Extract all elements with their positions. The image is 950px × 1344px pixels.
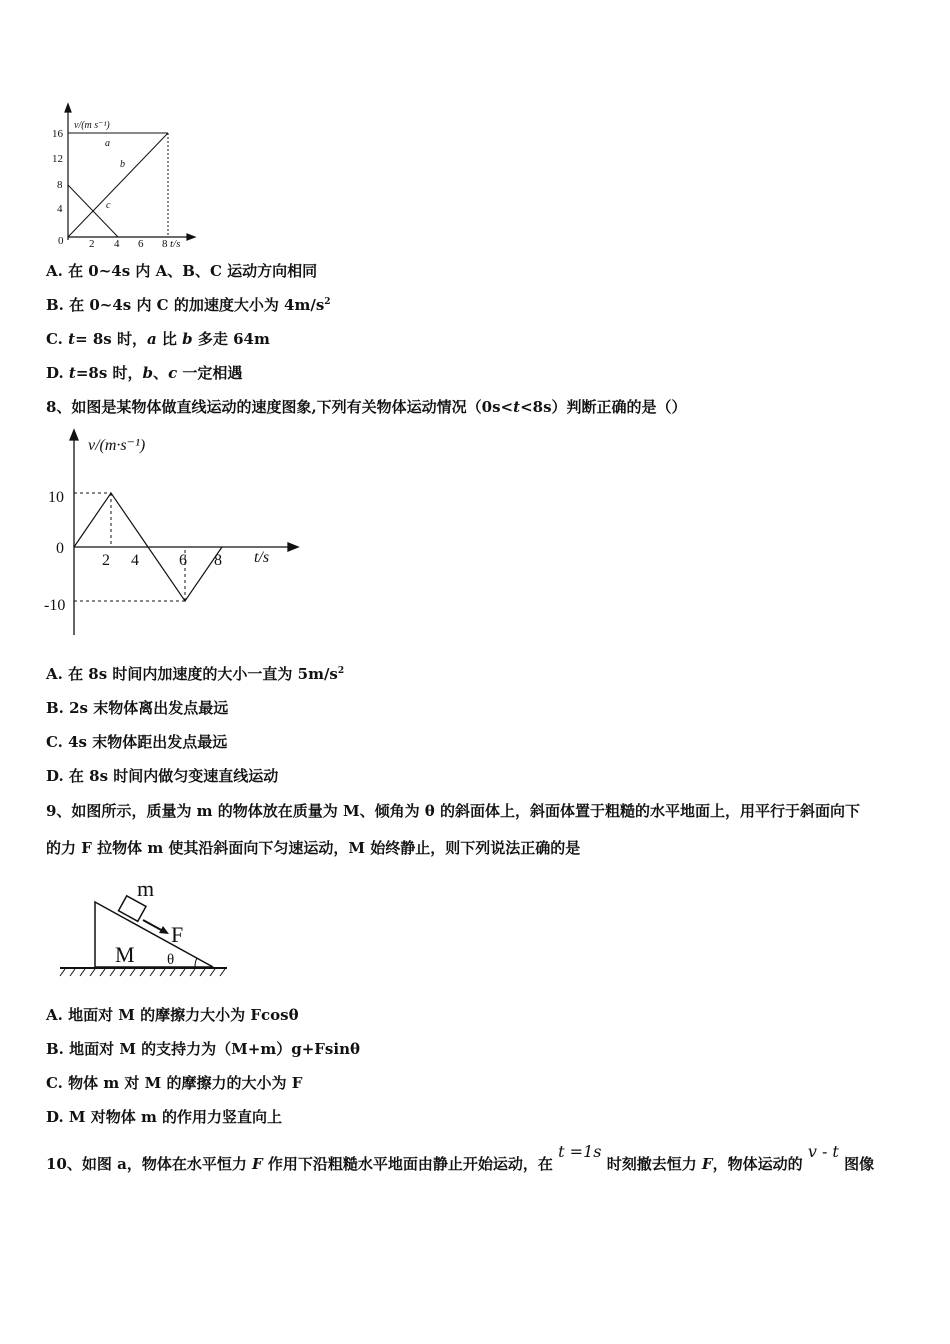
q9-option-c: C. 物体 m 对 M 的摩擦力的大小为 F <box>46 1074 303 1092</box>
q8-xlabel: t/s <box>254 549 270 566</box>
q8-xtick: 6 <box>179 552 187 569</box>
t-equals-1s: t =1s <box>558 1142 602 1161</box>
q7-xtick: 2 <box>89 238 95 250</box>
v-t-symbol: v - t <box>807 1142 839 1161</box>
q8-ytick: 0 <box>56 540 64 557</box>
q8-ylabel: v/(m·s⁻¹) <box>88 437 146 454</box>
q8-ytick: -10 <box>44 597 66 614</box>
label-theta: θ <box>167 952 175 968</box>
angle-arc <box>195 958 197 967</box>
q7-vt-graph <box>50 100 200 250</box>
q7-option-c: C. t= 8s 时，a 比 b 多走 64m <box>46 330 270 348</box>
q8-option-a: A. 在 8s 时间内加速度的大小一直为 $5m/s^2$ <box>46 665 345 683</box>
q9-stem-line-1: 9、如图所示，质量为 m 的物体放在质量为 M、倾角为 θ 的斜面体上，斜面体置于粗糙的水平地面上，用平行于斜面向下 <box>46 802 861 820</box>
q7-ytick: 16 <box>52 128 63 140</box>
q7-option-a: A. 在 0~4s 内 A、B、C 运动方向相同 <box>46 262 318 280</box>
q7-option-d: D. t=8s 时，b、c 一定相遇 <box>46 364 243 382</box>
series-label-c: c <box>106 200 111 211</box>
y-axis-arrow <box>65 104 71 112</box>
y-axis-arrow <box>70 430 78 440</box>
label-F: F <box>171 922 184 947</box>
series-line-b <box>68 133 168 237</box>
q7-option-b: B. 在 0~4s 内 C 的加速度大小为 $4m/s^2$ <box>46 296 331 314</box>
q9-option-d: D. M 对物体 m 的作用力竖直向上 <box>46 1108 283 1126</box>
q8-option-c: C. 4s 末物体距出发点最远 <box>46 733 228 751</box>
q8-xtick: 4 <box>131 552 139 569</box>
q7-xlabel: t/s <box>170 238 181 250</box>
incline-triangle <box>95 902 213 967</box>
q8-xtick: 8 <box>214 552 222 569</box>
q8-xtick: 2 <box>102 552 110 569</box>
q9-incline-diagram <box>55 872 235 982</box>
q7-ytick: 4 <box>57 203 63 215</box>
q7-ylabel: v/(m s⁻¹) <box>74 120 110 131</box>
q9-option-b: B. 地面对 M 的支持力为（M+m）g+Fsinθ <box>46 1040 360 1058</box>
q7-xtick: 4 <box>114 238 120 250</box>
q8-option-b: B. 2s 末物体离出发点最远 <box>46 699 229 717</box>
x-axis-arrow <box>288 543 298 551</box>
q7-ytick: 8 <box>57 179 63 191</box>
q8-vt-graph <box>40 425 310 640</box>
series-label-a: a <box>105 138 110 149</box>
q7-xtick: 8 <box>162 238 168 250</box>
series-label-b: b <box>120 159 125 170</box>
label-M: M <box>115 942 135 967</box>
q9-stem-line-2: 的力 F 拉物体 m 使其沿斜面向下匀速运动，M 始终静止，则下列说法正确的是 <box>46 839 581 857</box>
q8-option-d: D. 在 8s 时间内做匀变速直线运动 <box>46 767 279 785</box>
x-axis-arrow <box>187 234 195 240</box>
q10-stem: 10、如图 a，物体在水平恒力 F 作用下沿粗糙水平地面由静止开始运动，在 t =1s 时刻撤去恒力 F，物体运动的 v - t 图像 <box>46 1142 875 1173</box>
q7-ytick: 12 <box>52 153 63 165</box>
label-m: m <box>137 876 155 901</box>
q9-option-a: A. 地面对 M 的摩擦力大小为 Fcosθ <box>46 1006 299 1024</box>
q8-ytick: 10 <box>48 489 64 506</box>
ground-hatching <box>60 969 225 976</box>
q8-stem: 8、如图是某物体做直线运动的速度图象,下列有关物体运动情况（0s<t<8s）判断正确的是（） <box>46 398 687 416</box>
q7-xtick: 6 <box>138 238 144 250</box>
q7-ytick: 0 <box>58 235 64 247</box>
